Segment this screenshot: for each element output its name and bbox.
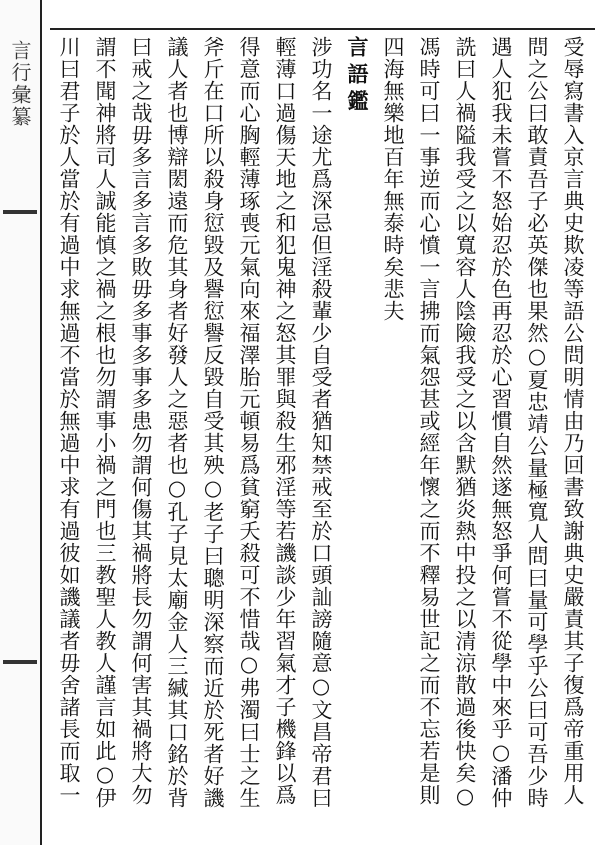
paragraph: 受辱寫書入京言典史欺凌等語公問明情由乃回書致謝典史嚴責其子復爲帝重用人問之公曰敢責吾子必英傑也果然○夏忠靖公量極寬人問曰量可學乎公曰可吾少時遇人犯我未嘗不怒始忍於色再忍於心習慣自然遂無怒爭何嘗不從學中來乎○潘仲詵曰人禍隘我受之以寬容人陰險我受之以含默猶炎熱中投之以清涼散過後快矣○馮時可曰一事逆而心憤一言拂而氣怨甚或經年懷之而不釋易世記之而不忘若是則四海無樂地百年無泰時矣悲夫 bbox=[381, 36, 585, 809]
binding-margin bbox=[0, 0, 42, 845]
section-heading: 言語鑑 bbox=[345, 36, 370, 117]
margin-mark bbox=[3, 660, 37, 664]
margin-mark bbox=[3, 210, 37, 214]
margin-title: 言行彙纂 bbox=[8, 40, 32, 128]
text-frame bbox=[50, 28, 595, 830]
paragraph: 涉功名一途尤爲深忌但淫殺輩少自受者猶知禁戒至於口頭訕謗隨意○文昌帝君曰輕薄口過傷天地之和犯鬼神之怒其罪與殺生邪淫等若譏談少年習氣才子機鋒以爲得意而心胸輕薄琢喪元氣向來福澤胎元頓易爲貧窮夭殺可不惜哉○弗濁曰士之生斧斤在口所以殺身愆毀及譽愆譽反毀自受其殃○老子曰聰明深察而近於死者好譏議人者也博辯閎遠而危其身者好發人之惡者也○孔子見太廟金人三緘其口銘於背曰戒之哉毋多言多言多敗毋多事多事多患勿謂何傷其禍將長勿謂何害其禍將大勿謂不聞神將司人誠能慎之禍之根也勿謂事小禍之門也三教聖人教人謹言如此○伊川曰君子於人當於有過中求無過不當於無過中求有過彼如譏議者毋舍諸長而取一 bbox=[57, 36, 333, 809]
vertical-text-block bbox=[54, 36, 591, 826]
